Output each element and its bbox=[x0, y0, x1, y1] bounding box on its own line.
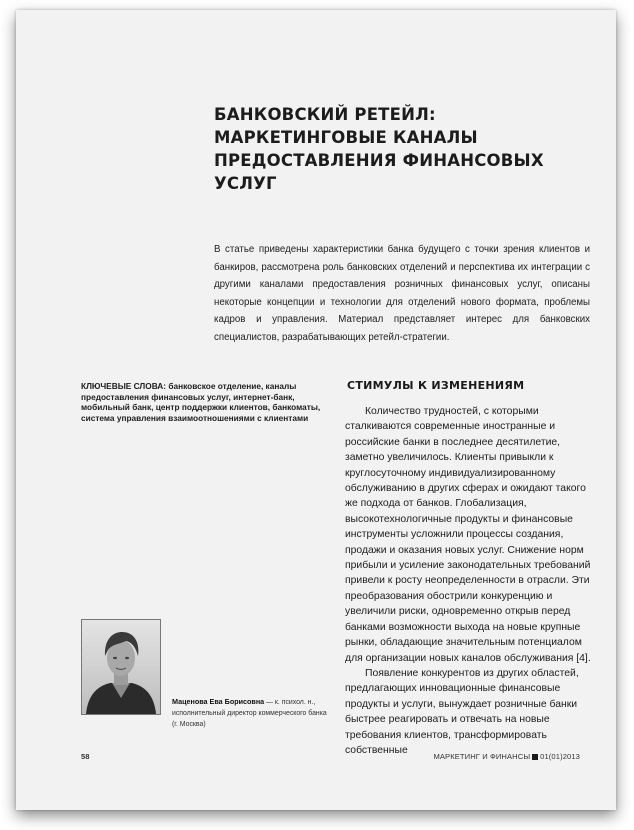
author-info: — к. психол. н., исполнительный директор коммерческого банка (г. Москва) bbox=[172, 699, 327, 728]
author-photo bbox=[81, 619, 161, 715]
section-heading: СТИМУЛЫ К ИЗМЕНЕНИЯМ bbox=[347, 379, 525, 392]
article-title: БАНКОВСКИЙ РЕТЕЙЛ: МАРКЕТИНГОВЫЕ КАНАЛЫ ПРЕДОСТАВЛЕНИЯ ФИНАНСОВЫХ УСЛУГ bbox=[214, 105, 544, 193]
author-name: Маценова Ева Борисовна bbox=[172, 697, 265, 706]
body-paragraph: Появление конкурентов из других областей, предлагающих инновационные финансовые продукты и услуги, вынуждает розничные банки быстрее реагировать и отвечать на новые требования клиентов, трансформировать собственные bbox=[345, 667, 579, 756]
journal-name: МАРКЕТИНГ И ФИНАНСЫ bbox=[433, 752, 531, 761]
keywords: КЛЮЧЕВЫЕ СЛОВА: банковское отделение, каналы предоставления финансовых услуг, интернет-банк, мобильный банк, центр поддержки клиентов, банкоматы, система управления взаимоотношениями с клиентами bbox=[81, 381, 321, 423]
article-abstract: В статье приведены характеристики банка будущего с точки зрения клиентов и банкиров, рассмотрена роль банковских отделений и перспектива их интеграции с другими каналами предоставления розничных финансовых услуг, описаны некоторые концепции и технологии для отделений нового формата, проблемы кадров и управления. Материал представляет интерес для банковских специалистов, разрабатывающих ретейл-стратегии. bbox=[214, 244, 590, 343]
issue-number: 01(01)2013 bbox=[540, 752, 580, 761]
author-caption bbox=[172, 696, 334, 730]
journal-page bbox=[16, 10, 616, 810]
body-paragraph: Количество трудностей, с которыми сталкиваются современные иностранные и российские банки в последнее десятилетие, заметно увеличилось. Клиенты привыкли к круглосуточному индивидуализированному обслуживанию в других сферах и ожидают такого же подхода от банков. Глобализация, высокотехнологичные продукты и финансовые инструменты усложнили процессы создания, продажи и оказания новых услуг. Снижение норм прибыли и усиление законодательных требований привели к росту неопределенности в отрасли. Эти преобразования обострили конкуренцию и увеличили риски, одновременно открыв перед банками возможности выхода на новые крупные рынки, обладающие значительным потенциалом для организации новых каналов обслуживания [4]. bbox=[345, 406, 591, 664]
square-icon bbox=[532, 754, 538, 760]
body-column bbox=[345, 404, 592, 758]
journal-footer bbox=[433, 752, 580, 761]
page-number: 58 bbox=[81, 752, 90, 761]
author-portrait-image bbox=[82, 620, 160, 714]
